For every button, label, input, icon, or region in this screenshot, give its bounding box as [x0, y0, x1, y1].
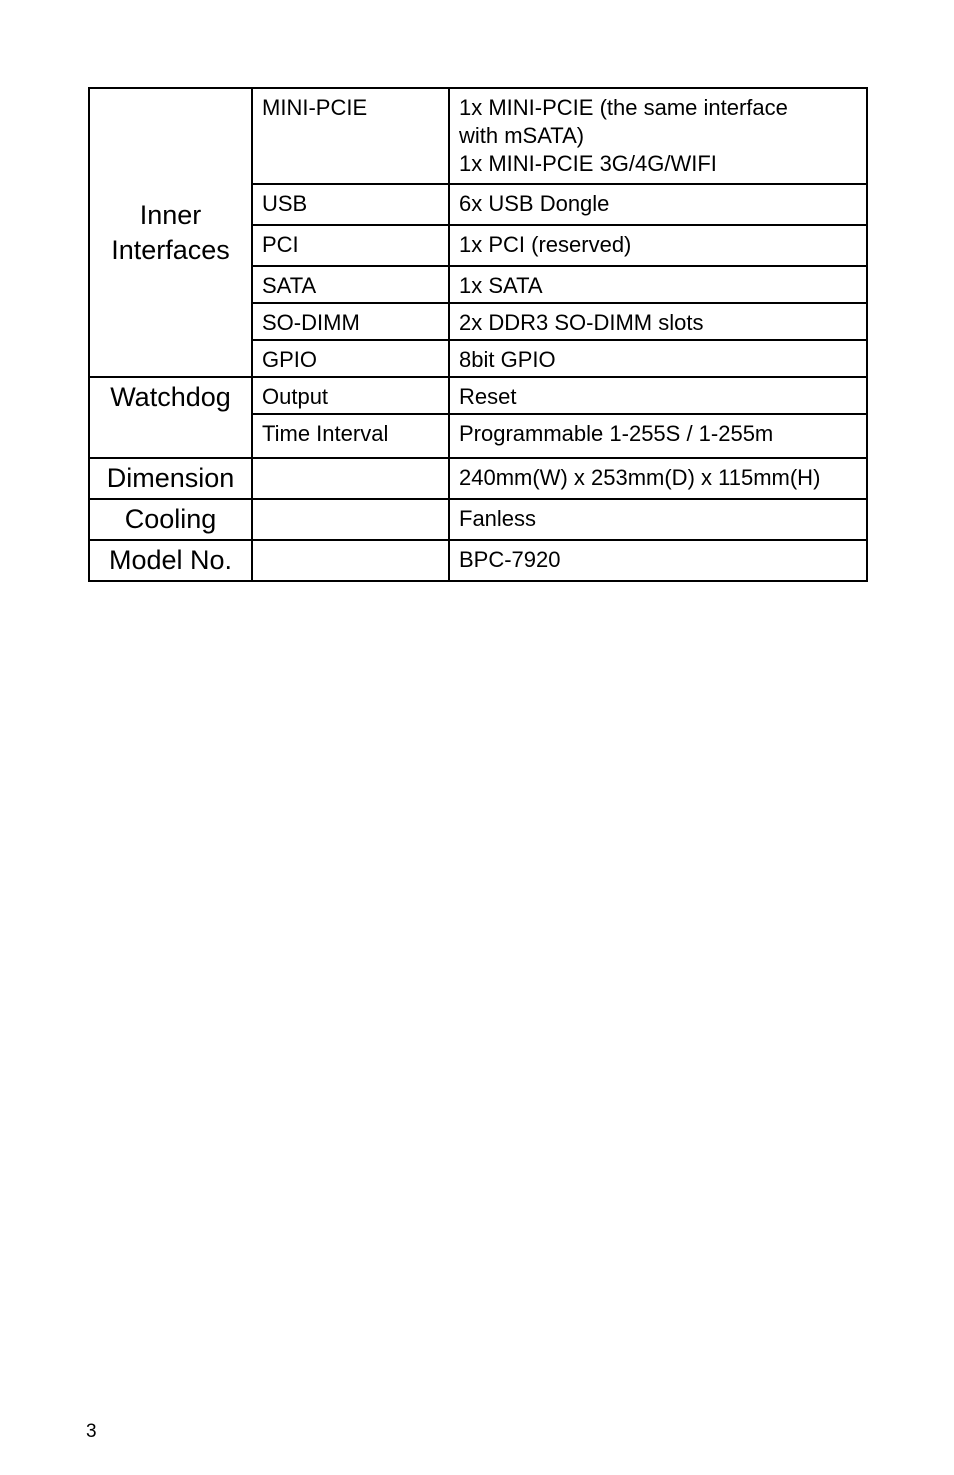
- category-label-line: Inner: [139, 199, 202, 230]
- table-row: [89, 377, 867, 414]
- page-number: 3: [86, 1421, 97, 1442]
- category-inner-interfaces: [89, 88, 252, 377]
- spec-name-so-dimm: SO-DIMM: [252, 303, 449, 340]
- spec-name-mini-pcie: MINI-PCIE: [252, 88, 449, 184]
- table-row: [89, 499, 867, 540]
- spec-name-output: Output: [252, 377, 449, 414]
- spec-value-gpio: 8bit GPIO: [449, 340, 867, 377]
- spec-value-sata: 1x SATA: [449, 266, 867, 303]
- spec-value-pci: 1x PCI (reserved): [449, 225, 867, 266]
- spec-value-model-no: BPC-7920: [449, 540, 867, 581]
- spec-value-dimension: 240mm(W) x 253mm(D) x 115mm(H): [449, 458, 867, 499]
- spec-name-sata: SATA: [252, 266, 449, 303]
- spec-value-mini-pcie: [449, 88, 867, 184]
- value-line: 1x MINI-PCIE (the same interface: [459, 95, 788, 120]
- spec-value-so-dimm: 2x DDR3 SO-DIMM slots: [449, 303, 867, 340]
- table-row: [89, 88, 867, 184]
- category-label-line: Interfaces: [111, 234, 230, 265]
- table-row: [89, 458, 867, 499]
- spec-name-empty: [252, 499, 449, 540]
- spec-name-time-interval: Time Interval: [252, 414, 449, 458]
- category-dimension: Dimension: [89, 458, 252, 499]
- spec-value-time-interval: Programmable 1-255S / 1-255m: [449, 414, 867, 458]
- spec-value-usb: 6x USB Dongle: [449, 184, 867, 225]
- spec-value-cooling: Fanless: [449, 499, 867, 540]
- spec-name-empty: [252, 458, 449, 499]
- category-model-no: Model No.: [89, 540, 252, 581]
- spec-value-output: Reset: [449, 377, 867, 414]
- spec-name-pci: PCI: [252, 225, 449, 266]
- spec-name-usb: USB: [252, 184, 449, 225]
- spec-name-gpio: GPIO: [252, 340, 449, 377]
- spec-table: [88, 87, 868, 582]
- value-line: with mSATA): [459, 123, 585, 148]
- category-watchdog: Watchdog: [89, 377, 252, 458]
- value-line: 1x MINI-PCIE 3G/4G/WIFI: [459, 151, 717, 176]
- table-row: [89, 540, 867, 581]
- category-cooling: Cooling: [89, 499, 252, 540]
- spec-name-empty: [252, 540, 449, 581]
